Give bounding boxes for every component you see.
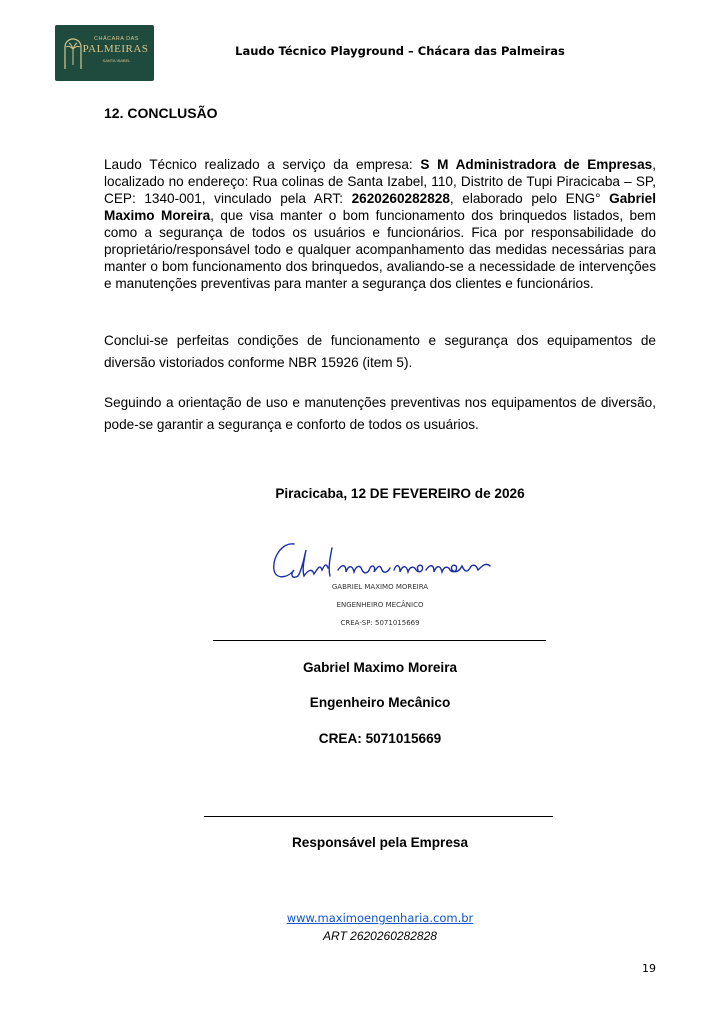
art-number: 2620260282828 bbox=[351, 191, 450, 206]
company-logo bbox=[55, 25, 154, 81]
logo-line1: CHÁCARA DAS bbox=[94, 36, 139, 42]
p1-text-1: Laudo Técnico realizado a serviço da empresa: bbox=[104, 157, 421, 172]
conclusion-paragraph-2: Conclui-se perfeitas condições de funcionamento e segurança dos equipamentos de diversão vistoriados conforme NBR 15926 (item 5). bbox=[104, 333, 656, 370]
signer-crea: CREA: 5071015669 bbox=[318, 731, 442, 746]
section-title: 12. CONCLUSÃO bbox=[104, 105, 218, 121]
company-name: S M Administradora de Empresas bbox=[420, 157, 653, 172]
company-signature-line bbox=[204, 816, 553, 817]
document-header-title: Laudo Técnico Playground – Chácara das Palmeiras bbox=[235, 44, 565, 58]
engineer-signature-line bbox=[213, 640, 546, 641]
p1-text-4: , que visa manter o bom funcionamento dos brinquedos listados, bem como a segurança de todos os usuários e funcionários. Fica por responsabilidade do proprietário/responsável todo e qualquer acompanhamento das medidas necessárias para manter o bom funcionamento dos brinquedos, avaliando-se a necessidade de intervenções e manutenções preventivas para manter a segurança dos clientes e funcionários. bbox=[104, 208, 656, 291]
company-signature-label: Responsável pela Empresa bbox=[291, 835, 469, 850]
signer-title: Engenheiro Mecânico bbox=[309, 695, 451, 710]
conclusion-paragraph-3: Seguindo a orientação de uso e manutenções preventivas nos equipamentos de diversão, pode-se garantir a segurança e conforto de todos os usuários. bbox=[104, 395, 656, 432]
stamp-name: GABRIEL MAXIMO MOREIRA bbox=[331, 583, 429, 591]
logo-line3: SANTA ISABEL bbox=[102, 58, 131, 63]
stamp-title: ENGENHEIRO MECÂNICO bbox=[336, 601, 424, 609]
p1-text-2: , localizado no endereço: Rua colinas de Santa Izabel, 110, Distrito de Tupi Piracicaba – SP, CEP: 1340-001, vinculado pela ART: bbox=[104, 157, 656, 206]
footer-art: ART 2620260282828 bbox=[323, 929, 437, 943]
page-number: 19 bbox=[642, 962, 656, 975]
website-link[interactable]: www.maximoengenharia.com.br bbox=[286, 911, 474, 925]
signer-name: Gabriel Maximo Moreira bbox=[302, 660, 458, 675]
logo-line2: PALMEIRAS bbox=[82, 43, 149, 55]
p1-text-3: , elaborado pelo ENG° bbox=[449, 191, 610, 206]
place-date: Piracicaba, 12 DE FEVEREIRO de 2026 bbox=[275, 486, 525, 501]
engineer-name: Gabriel Maximo Moreira bbox=[104, 191, 657, 223]
stamp-crea: CREA-SP: 5071015669 bbox=[340, 619, 420, 627]
conclusion-paragraph-1 bbox=[104, 156, 656, 292]
